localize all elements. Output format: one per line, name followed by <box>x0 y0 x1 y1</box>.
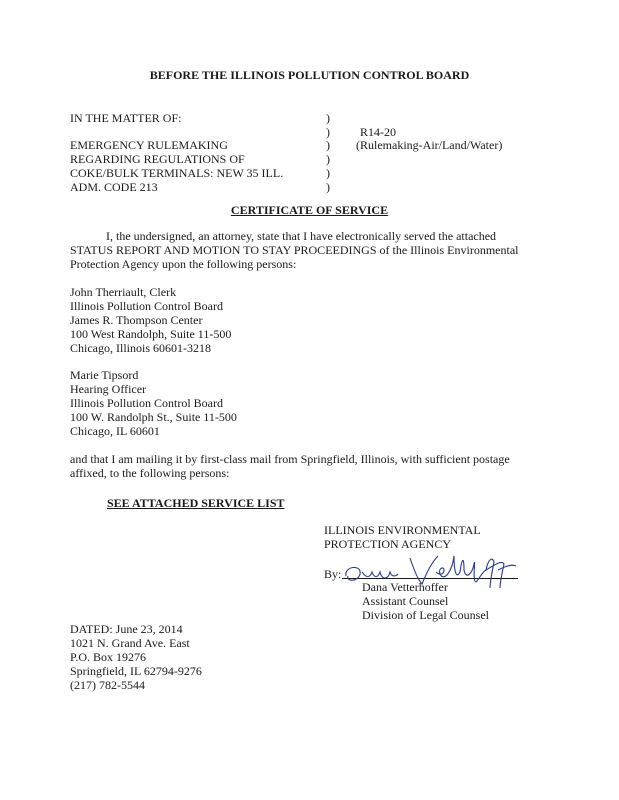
mail-line: and that I am mailing it by first-class mail from Springfield, Illinois, with sufficient postage <box>70 452 510 466</box>
intro-line: I, the undersigned, an attorney, state that I have electronically served the attached <box>106 229 497 243</box>
footer-line: Springfield, IL 62794-9276 <box>70 664 202 678</box>
document-title: BEFORE THE ILLINOIS POLLUTION CONTROL BOARD <box>149 68 470 82</box>
recipient-line: Chicago, Illinois 60601-3218 <box>70 341 211 355</box>
footer-line: (217) 782-5544 <box>70 678 145 692</box>
footer-line: P.O. Box 19276 <box>70 650 147 664</box>
agency-line: ILLINOIS ENVIRONMENTAL <box>324 523 481 537</box>
signer-line: Assistant Counsel <box>362 594 449 608</box>
caption-paren: ) <box>326 111 330 125</box>
intro-line: Protection Agency upon the following persons: <box>70 257 297 271</box>
caption-line: ADM. CODE 213 <box>70 180 158 194</box>
caption-paren: ) <box>326 166 330 180</box>
caption-line: IN THE MATTER OF: <box>70 111 182 125</box>
recipient-line: Hearing Officer <box>70 382 147 396</box>
certificate-heading: CERTIFICATE OF SERVICE <box>230 203 389 217</box>
recipient-line: Chicago, IL 60601 <box>70 424 160 438</box>
caption-line: COKE/BULK TERMINALS: NEW 35 ILL. <box>70 166 284 180</box>
caption-paren: ) <box>326 152 330 166</box>
case-number: R14-20 <box>360 125 396 139</box>
agency-line: PROTECTION AGENCY <box>324 537 452 551</box>
by-label: By: <box>324 567 342 581</box>
recipient-line: Illinois Pollution Control Board <box>70 396 224 410</box>
signer-line: Division of Legal Counsel <box>362 608 489 622</box>
service-list-heading: SEE ATTACHED SERVICE LIST <box>107 496 285 510</box>
footer-line: DATED: June 23, 2014 <box>70 622 183 636</box>
case-type: (Rulemaking-Air/Land/Water) <box>356 138 503 152</box>
recipient-line: James R. Thompson Center <box>70 313 203 327</box>
recipient-line: 100 West Randolph, Suite 11-500 <box>70 327 232 341</box>
caption-line: EMERGENCY RULEMAKING <box>70 138 228 152</box>
recipient-line: Marie Tipsord <box>70 368 139 382</box>
recipient-line: John Therriault, Clerk <box>70 285 177 299</box>
intro-line: STATUS REPORT AND MOTION TO STAY PROCEEDINGS of the Illinois Environmental <box>70 243 519 257</box>
signer-line: Dana Vetterhoffer <box>362 580 448 594</box>
recipient-line: Illinois Pollution Control Board <box>70 299 224 313</box>
caption-paren: ) <box>326 138 330 152</box>
mail-line: affixed, to the following persons: <box>70 466 230 480</box>
footer-line: 1021 N. Grand Ave. East <box>70 636 190 650</box>
caption-line: REGARDING REGULATIONS OF <box>70 152 245 166</box>
caption-paren: ) <box>326 180 330 194</box>
caption-paren: ) <box>326 125 330 139</box>
recipient-line: 100 W. Randolph St., Suite 11-500 <box>70 410 237 424</box>
